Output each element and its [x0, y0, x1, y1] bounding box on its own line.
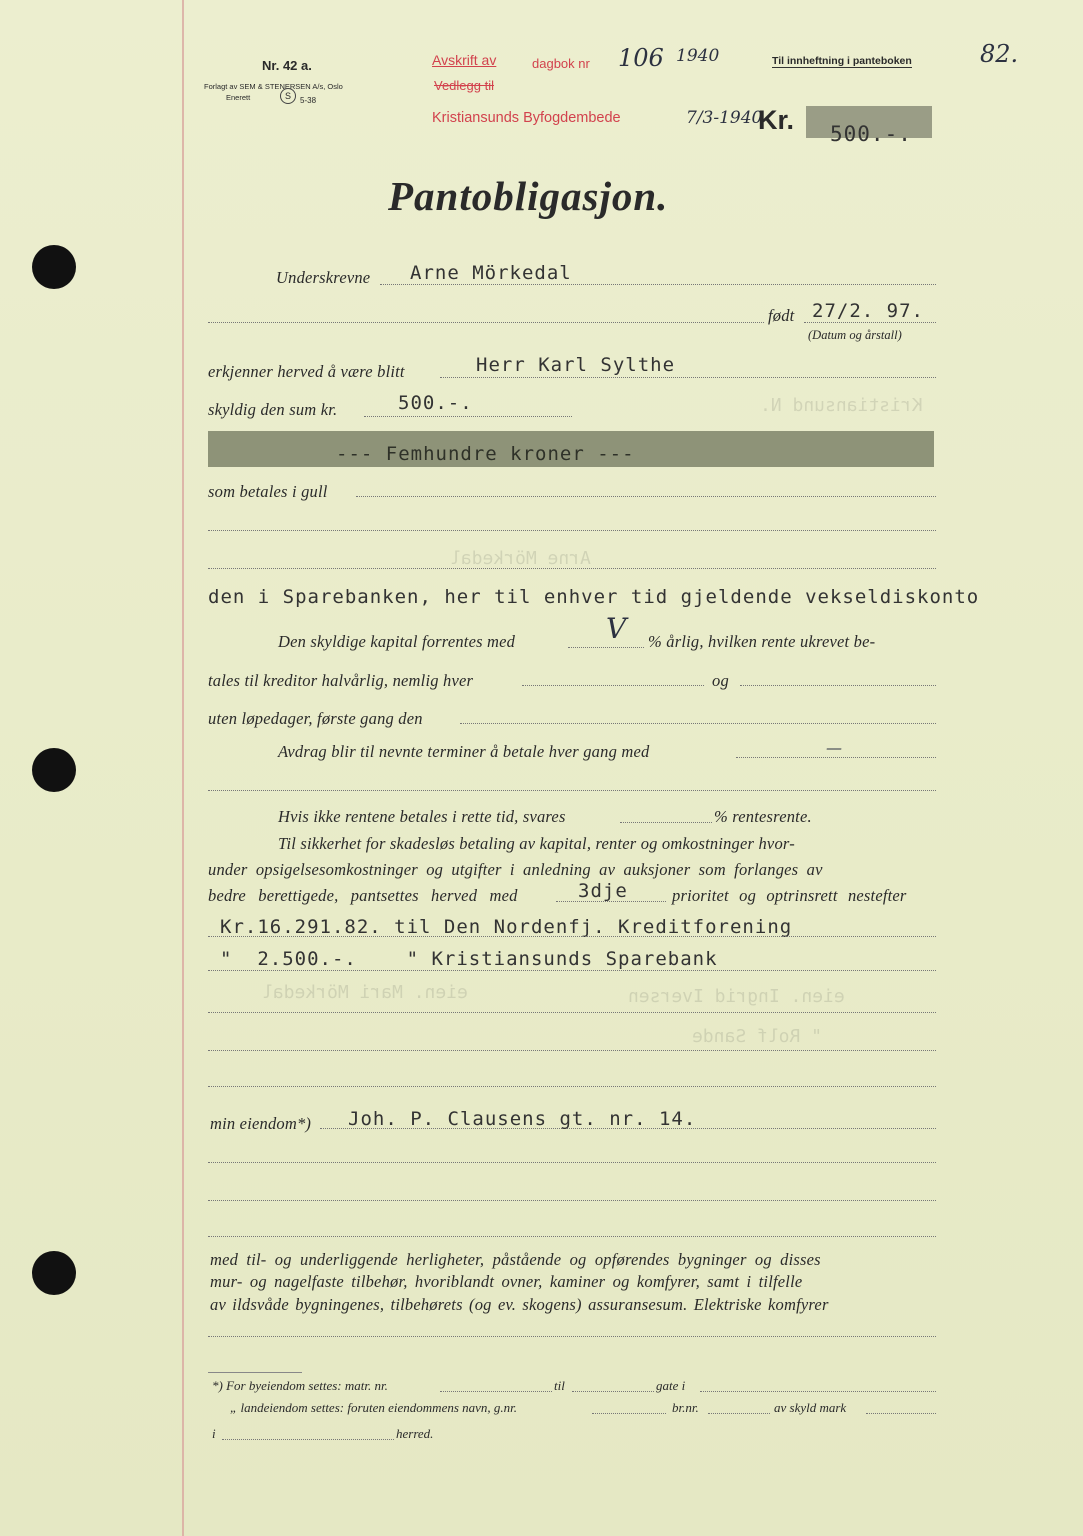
- bleed-through-text: eien. Mari Mörkedal: [262, 982, 468, 1003]
- dagbok-year: 1940: [676, 46, 720, 66]
- stamp-avskrift: Avskrift av: [432, 52, 497, 68]
- kr-label: Kr.: [758, 105, 795, 135]
- fill-line: [208, 1050, 936, 1051]
- fill-line: [208, 1162, 936, 1163]
- fill-line: [736, 757, 936, 758]
- footnote-line-1c: gate i: [656, 1378, 686, 1393]
- fill-line: [804, 322, 936, 323]
- hvis-text: Hvis ikke rentene betales i rette tid, svares: [278, 807, 566, 826]
- bleed-through-text: Kristiansund N.: [760, 395, 923, 416]
- gull-label: som betales i gull: [208, 482, 328, 501]
- skyldig-label: skyldig den sum kr.: [208, 400, 338, 419]
- kr-amount: 500.-.: [830, 122, 912, 146]
- publisher-line: Forlagt av SEM & STENERSEN A/s, Oslo: [204, 82, 343, 91]
- fill-line: [620, 822, 712, 823]
- kapital-mark: V: [606, 612, 627, 645]
- sikkerhet-line-1: Til sikkerhet for skadesløs betaling av kapital, renter og omkostninger hvor-: [278, 834, 795, 853]
- lopedager-text: uten løpedager, første gang den: [208, 709, 423, 728]
- datum-note: (Datum og årstall): [808, 328, 902, 342]
- fill-line: [208, 936, 936, 937]
- footnote-line-2b: br.nr.: [672, 1400, 699, 1415]
- avdrag-text: Avdrag blir til nevnte terminer å betale hver gang med: [278, 742, 650, 761]
- eiendom-label: min eiendom*): [210, 1114, 312, 1133]
- erkjenner-label: erkjenner herved å være blitt: [208, 362, 405, 381]
- fill-line: [208, 530, 936, 531]
- fodt-value: 27/2. 97.: [812, 300, 924, 322]
- og-text: og: [712, 671, 729, 690]
- fill-line: [356, 496, 936, 497]
- stamp-dagbok-label: dagbok nr: [532, 56, 590, 71]
- fill-line: [740, 685, 936, 686]
- fill-line: [208, 322, 764, 323]
- fill-line: [700, 1391, 936, 1392]
- fill-line: [708, 1413, 770, 1414]
- margin-line: [182, 0, 184, 1536]
- stamp-byfogdembede: Kristiansunds Byfogdembede: [432, 110, 621, 126]
- kapital-text-2: % årlig, hvilken rente ukrevet be-: [648, 632, 876, 651]
- fodt-label: født: [768, 306, 795, 325]
- fill-line: [208, 1012, 936, 1013]
- footnote-line-2a: „ landeiendom settes: foruten eiendommens navn, g.nr.: [230, 1400, 518, 1415]
- sikkerhet-line-2: under opsigelsesomkostninger og utgifter i anledning av auksjoner som forlanges av: [208, 860, 823, 879]
- kreditor-value: Herr Karl Sylthe: [476, 354, 676, 376]
- footnote-line-1a: *) For byeiendom settes: matr. nr.: [212, 1378, 388, 1393]
- herligheter-line-1: med til- og underliggende herligheter, påstående og opførendes bygninger og disses: [210, 1250, 821, 1269]
- sikkerhet-line-3a: bedre berettigede, pantsettes herved med: [208, 886, 518, 905]
- punch-hole-middle: [32, 748, 76, 792]
- footnote-line-1b: til: [554, 1378, 565, 1393]
- fill-line: [208, 1200, 936, 1201]
- bleed-through-text: eien. Ingrid Iversen: [628, 986, 845, 1007]
- underskrevne-label: Underskrevne: [276, 268, 371, 287]
- stamp-date: 7/3-1940: [686, 108, 763, 128]
- footnote-line-2c: av skyld mark: [774, 1400, 847, 1415]
- sum-words-value: --- Femhundre kroner ---: [336, 443, 635, 465]
- kapital-text: Den skyldige kapital forrentes med: [278, 632, 516, 651]
- fill-line: [208, 1236, 936, 1237]
- fill-line: [208, 568, 936, 569]
- publisher-code: 5-38: [300, 96, 317, 105]
- publisher-logo: S: [280, 88, 296, 104]
- fill-line: [440, 1391, 552, 1392]
- avdrag-value: —: [826, 738, 842, 757]
- bleed-through-text: Arne Mörkedal: [450, 548, 591, 569]
- rente-value: den i Sparebanken, her til enhver tid gjeldende vekseldiskonto: [208, 586, 980, 608]
- fill-line: [866, 1413, 936, 1414]
- fill-line: [460, 723, 936, 724]
- fill-line: [208, 790, 936, 791]
- prioritet-value: 3dje: [578, 880, 628, 902]
- fill-line: [364, 416, 572, 417]
- fill-line: [440, 377, 936, 378]
- fill-line: [222, 1439, 394, 1440]
- prior-line-2: " 2.500.-. " Kristiansunds Sparebank: [220, 948, 718, 970]
- stamp-vedlegg: Vedlegg til: [434, 78, 494, 93]
- eiendom-value: Joh. P. Clausens gt. nr. 14.: [348, 1108, 697, 1130]
- fill-line: [208, 1086, 936, 1087]
- fill-line: [208, 1336, 936, 1337]
- fill-line: [568, 647, 644, 648]
- form-number: Nr. 42 a.: [262, 58, 312, 73]
- footnote-line-3a: i: [212, 1426, 216, 1441]
- publisher-enerett: Enerett: [226, 93, 251, 102]
- punch-hole-bottom: [32, 1251, 76, 1295]
- fill-line: [380, 284, 936, 285]
- fill-line: [208, 970, 936, 971]
- page-number: 82.: [980, 40, 1019, 68]
- footnote-rule: [208, 1372, 302, 1373]
- til-innheftning-label: Til innheftning i panteboken: [772, 55, 912, 67]
- page-title: Pantobligasjon.: [388, 173, 669, 219]
- fill-line: [522, 685, 704, 686]
- fill-line: [572, 1391, 654, 1392]
- herligheter-line-3: av ildsvåde bygningenes, tilbehørets (og ev. skogens) assuransesum. Elektriske komfyrer: [210, 1295, 829, 1314]
- prior-line-1: Kr.16.291.82. til Den Nordenfj. Kreditforening: [220, 916, 793, 938]
- dagbok-number: 106: [618, 44, 664, 72]
- underskrevne-value: Arne Mörkedal: [410, 262, 572, 284]
- hvis-text-2: % rentesrente.: [714, 807, 812, 826]
- bleed-through-text: " Rolf Sande: [692, 1026, 823, 1047]
- sikkerhet-line-3b: prioritet og optrinsrett nestefter: [672, 886, 907, 905]
- punch-hole-top: [32, 245, 76, 289]
- kreditor-halvarlig-text: tales til kreditor halvårlig, nemlig hver: [208, 671, 474, 690]
- herligheter-line-2: mur- og nagelfaste tilbehør, hvoriblandt ovner, kaminer og komfyrer, samt i tilfelle: [210, 1272, 803, 1291]
- footnote-line-3b: herred.: [396, 1426, 434, 1441]
- sum-value: 500.-.: [398, 392, 473, 414]
- fill-line: [592, 1413, 666, 1414]
